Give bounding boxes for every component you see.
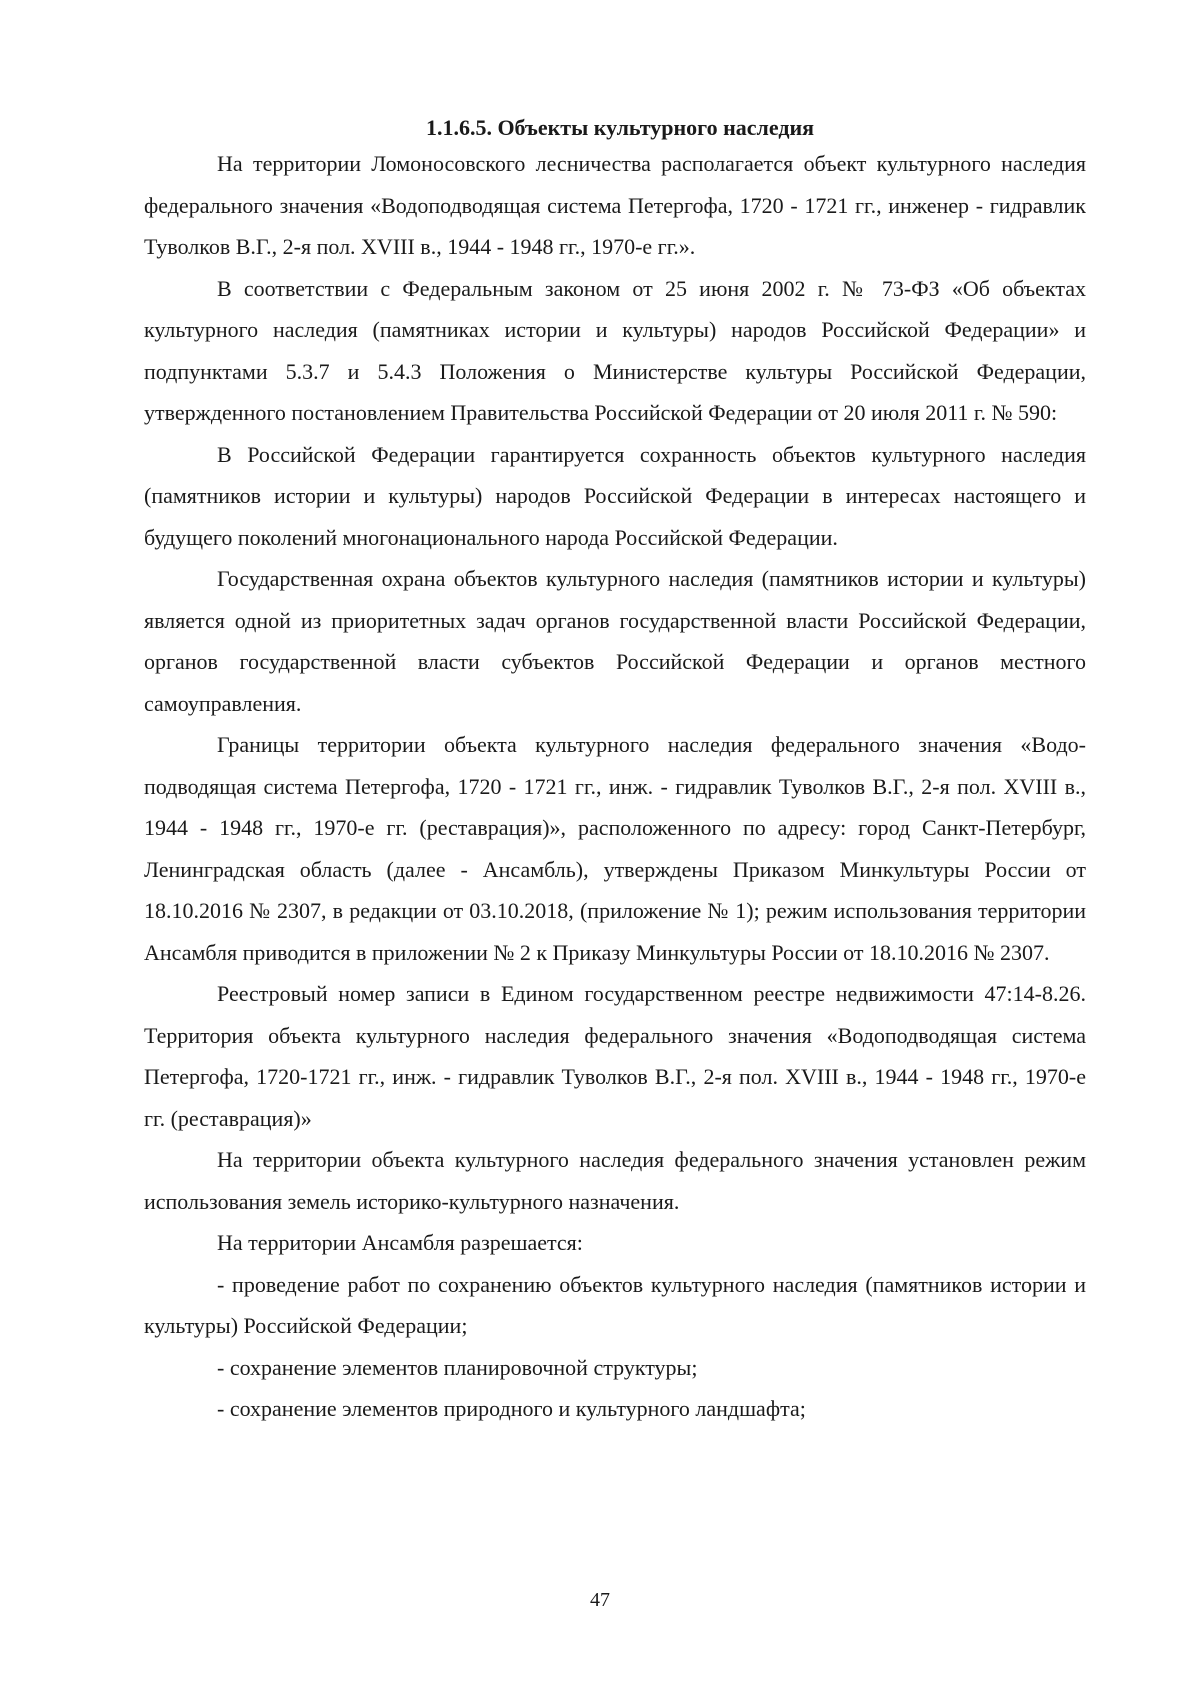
page-number: 47 (590, 1589, 610, 1611)
list-item-landscape: - сохранение элементов природного и культурного ландшафта; (217, 1396, 806, 1421)
paragraph-federal-law: В соответствии с Федеральным законом от 25 июня 2002 г. № 73-ФЗ «Об объектах культурного наследия (памятниках истории и культуры) народов Российской Федерации» и подпунктами 5.3.7 и 5.4.3 Положения о Министерстве культуры Российской Федерации, утвержденного постановлением Правительства Российской Федерации от 20 июля 2011 г. № 590: (144, 275, 1086, 425)
paragraph-location: На территории Ломоносовского лесничества располагается объект культурного наследия федерального значения «Водоподводящая система Петергофа, 1720 - 1721 гг., инженер - гидравлик Туволков В.Г., 2-я пол. XVIII в., 1944 - 1948 гг., 1970-е гг.». (144, 151, 1086, 259)
paragraph-boundaries: Границы территории объекта культурного наследия федерального значения «Водоподводящая система Петергофа, 1720 - 1721 гг., инж. - гидравлик Туволков В.Г., 2-я пол. XVIII в., 1944 - 1948 гг., 1970-е гг. (реставрация)», расположенного по адресу: город Санкт-Петербург, Ленинградская область (далее - Ансамбль), утверждены Приказом Минкультуры России от 18.10.2016 № 2307, в редакции от 03.10.2018, (приложение № 1); режим использования территории Ансамбля приводится в приложении № 2 к Приказу Минкультуры России от 18.10.2016 № 2307. (144, 732, 1086, 965)
section-heading: 1.1.6.5. Объекты культурного наследия (425, 115, 815, 140)
list-item-planning-structure: - сохранение элементов планировочной структуры; (217, 1354, 698, 1380)
paragraph-guarantee: В Российской Федерации гарантируется сохранность объектов культурного наследия (памятников истории и культуры) народов Российской Федерации в интересах настоящего и будущего поколений многонационального народа Российской Федерации. (144, 441, 1086, 550)
list-item-preservation-works: - проведение работ по сохранению объектов культурного наследия (памятников истории и культуры) Российской Федерации; (144, 1271, 1086, 1338)
paragraph-land-use-regime: На территории объекта культурного наследия федерального значения установлен режим использования земель историко-культурного назначения. (144, 1147, 1086, 1214)
paragraph-permitted-intro: На территории Ансамбля разрешается: (217, 1230, 583, 1255)
paragraph-registry-number: Реестровый номер записи в Едином государственном реестре недвижимости 47:14-8.26. Территория объекта культурного наследия федерального значения «Водоподводящая система Петергофа, 1720-1721 гг., инж. - гидравлик Туволков В.Г., 2-я пол. XVIII в., 1944 - 1948 гг., 1970-е гг. (реставрация)» (144, 981, 1086, 1131)
document-body (144, 113, 1086, 1430)
paragraph-state-protection: Государственная охрана объектов культурного наследия (памятников истории и культуры) является одной из приоритетных задач органов государственной власти Российской Федерации, органов государственной власти субъектов Российской Федерации и органов местного самоуправления. (144, 566, 1086, 716)
